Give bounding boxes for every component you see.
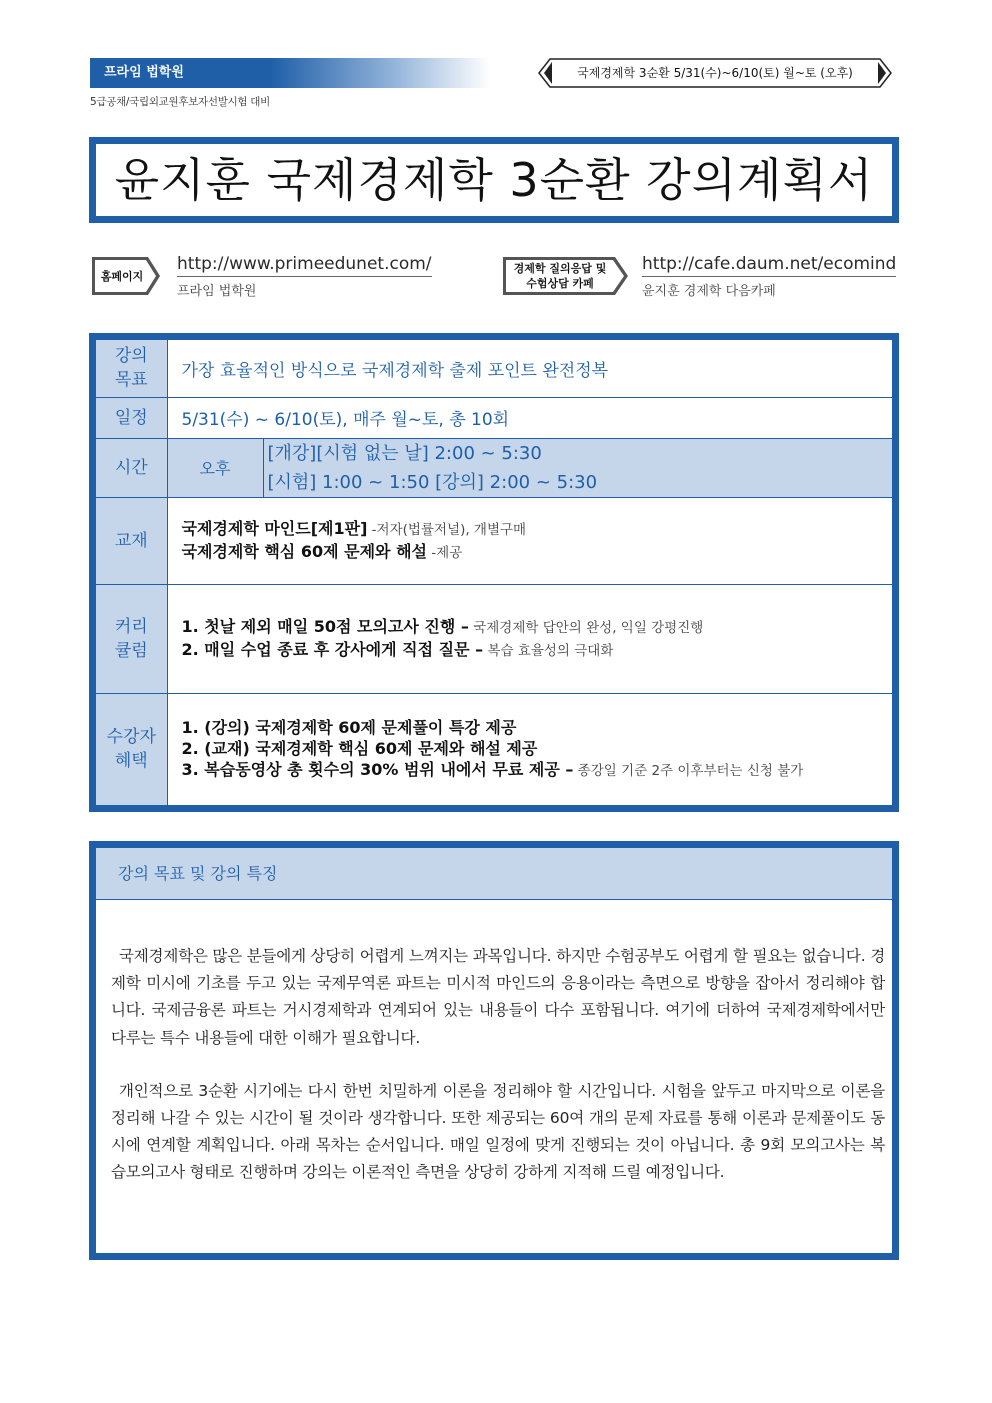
homepage-desc: 프라임 법학원: [177, 284, 257, 299]
exam-subtitle: 5급공채/국립외교원후보자선발시험 대비: [90, 96, 270, 108]
homepage-badge-label: 홈페이지: [100, 269, 144, 283]
benefit-item3-note: 종강일 기준 2주 이후부터는 신청 불가: [573, 762, 804, 779]
benefit-item3: 3. 복습동영상 총 횟수의 30% 범위 내에서 무료 제공 –: [181, 759, 574, 779]
textbook-head: 교재: [96, 497, 167, 584]
curriculum-head: [96, 584, 167, 693]
textbook2-note: -제공: [426, 544, 463, 561]
row-schedule: [96, 397, 892, 438]
goal-head-line2: 목표: [114, 370, 148, 391]
time-line1: [개강][시험 없는 날] 2:00 ~ 5:30: [267, 442, 542, 464]
goal-head-line1: 강의: [114, 346, 148, 367]
cafe-badge-label: [501, 255, 619, 297]
curriculum-item1-note: 국제경제학 답안의 완성, 익일 강평진행: [468, 619, 704, 636]
curriculum-item2: 2. 매일 수업 종료 후 강사에게 직접 질문 –: [181, 639, 484, 659]
homepage-link[interactable]: http://www.primeedunet.com/: [177, 254, 432, 277]
time-period: 오후: [167, 438, 263, 497]
features-box: [89, 841, 899, 1260]
curriculum-item1: 1. 첫날 제외 매일 50점 모의고사 진행 –: [181, 616, 469, 636]
course-info-table: [89, 333, 899, 812]
benefit-body: [167, 693, 892, 805]
curriculum-body: [167, 584, 892, 693]
textbook-body: [167, 497, 892, 584]
benefit-item1: 1. (강의) 국제경제학 60제 문제풀이 특강 제공: [181, 717, 517, 737]
features-paragraph-1: 국제경제학은 많은 분들에게 상당히 어렵게 느껴지는 과목입니다. 하지만 수험공부도 어렵게 할 필요는 없습니다. 경제학 미시에 기초를 두고 있는 국제무역론 파트는 미시적 마인드의 응용이라는 측면으로 방향을 잡아서 정리해야 합니다. 국제금융론 파트는 거시경제학과 연계되어 있는 내용들이 다수 포함됩니다. 여기에 더하여 국제경제학에서만 다루는 특수 내용들에 대한 이해가 필요합니다.: [111, 947, 885, 1047]
curriculum-item2-note: 복습 효율성의 극대화: [483, 642, 614, 659]
goal-head: [96, 340, 167, 397]
curriculum-head-line1: 커리: [114, 616, 148, 637]
cafe-link[interactable]: http://cafe.daum.net/ecomind: [642, 254, 896, 277]
row-curriculum: [96, 584, 892, 693]
homepage-badge: [90, 255, 162, 297]
cafe-badge-line2: 수험상담 카페: [526, 277, 594, 290]
cafe-desc: 윤지훈 경제학 다음카페: [642, 284, 776, 299]
features-paragraph-2: 개인적으로 3순환 시기에는 다시 한번 치밀하게 이론을 정리해야 할 시간입니다. 시험을 앞두고 마지막으로 이론을 정리해 나갈 수 있는 시간이 될 것이라 생각합니다. 또한 제공되는 60여 개의 문제 자료를 통해 이론과 문제풀이도 동시에 연계할 계획입니다. 아래 목차는 순서입니다. 매일 일정에 맞게 진행되는 것이 아닙니다. 총 9회 모의고사는 복습모의고사 형태로 진행하며 강의는 이론적인 측면을 상당히 강하게 지적해 드릴 예정입니다.: [111, 1081, 885, 1182]
course-info-tag: [538, 58, 892, 88]
academy-name-bar: 프라임 법학원: [90, 58, 490, 88]
features-heading: 강의 목표 및 강의 특징: [96, 848, 892, 900]
course-tag-text: 국제경제학 3순환 5/31(수)~6/10(토) 월~토 (오후): [577, 66, 853, 80]
features-body: [96, 900, 892, 1187]
row-time: [96, 438, 892, 497]
row-benefit: [96, 693, 892, 805]
title-box: [89, 137, 899, 223]
cafe-badge: [501, 255, 631, 297]
row-goal: [96, 340, 892, 397]
benefit-head-line2: 혜택: [114, 751, 148, 772]
curriculum-head-line2: 큘럼: [114, 640, 148, 661]
time-head: 시간: [96, 438, 167, 497]
page-title: 윤지훈 국제경제학 3순환 강의계획서: [114, 153, 874, 207]
benefit-head: [96, 693, 167, 805]
textbook1-note: -저자(법률저널), 개별구매: [367, 521, 527, 538]
time-line2: [시험] 1:00 ~ 1:50 [강의] 2:00 ~ 5:30: [267, 471, 598, 493]
textbook2-title: 국제경제학 핵심 60제 문제와 해설: [181, 541, 427, 561]
goal-text: 가장 효율적인 방식으로 국제경제학 출제 포인트 완전정복: [167, 340, 892, 397]
schedule-head: 일정: [96, 397, 167, 438]
schedule-text: 5/31(수) ~ 6/10(토), 매주 월~토, 총 10회: [167, 397, 892, 438]
time-detail: [263, 438, 892, 497]
benefit-item2: 2. (교재) 국제경제학 핵심 60제 문제와 해설 제공: [181, 738, 538, 758]
cafe-badge-line1: 경제학 질의응답 및: [513, 262, 607, 275]
benefit-head-line1: 수강자: [106, 727, 156, 748]
textbook1-title: 국제경제학 마인드[제1판]: [181, 518, 368, 538]
row-textbook: [96, 497, 892, 584]
